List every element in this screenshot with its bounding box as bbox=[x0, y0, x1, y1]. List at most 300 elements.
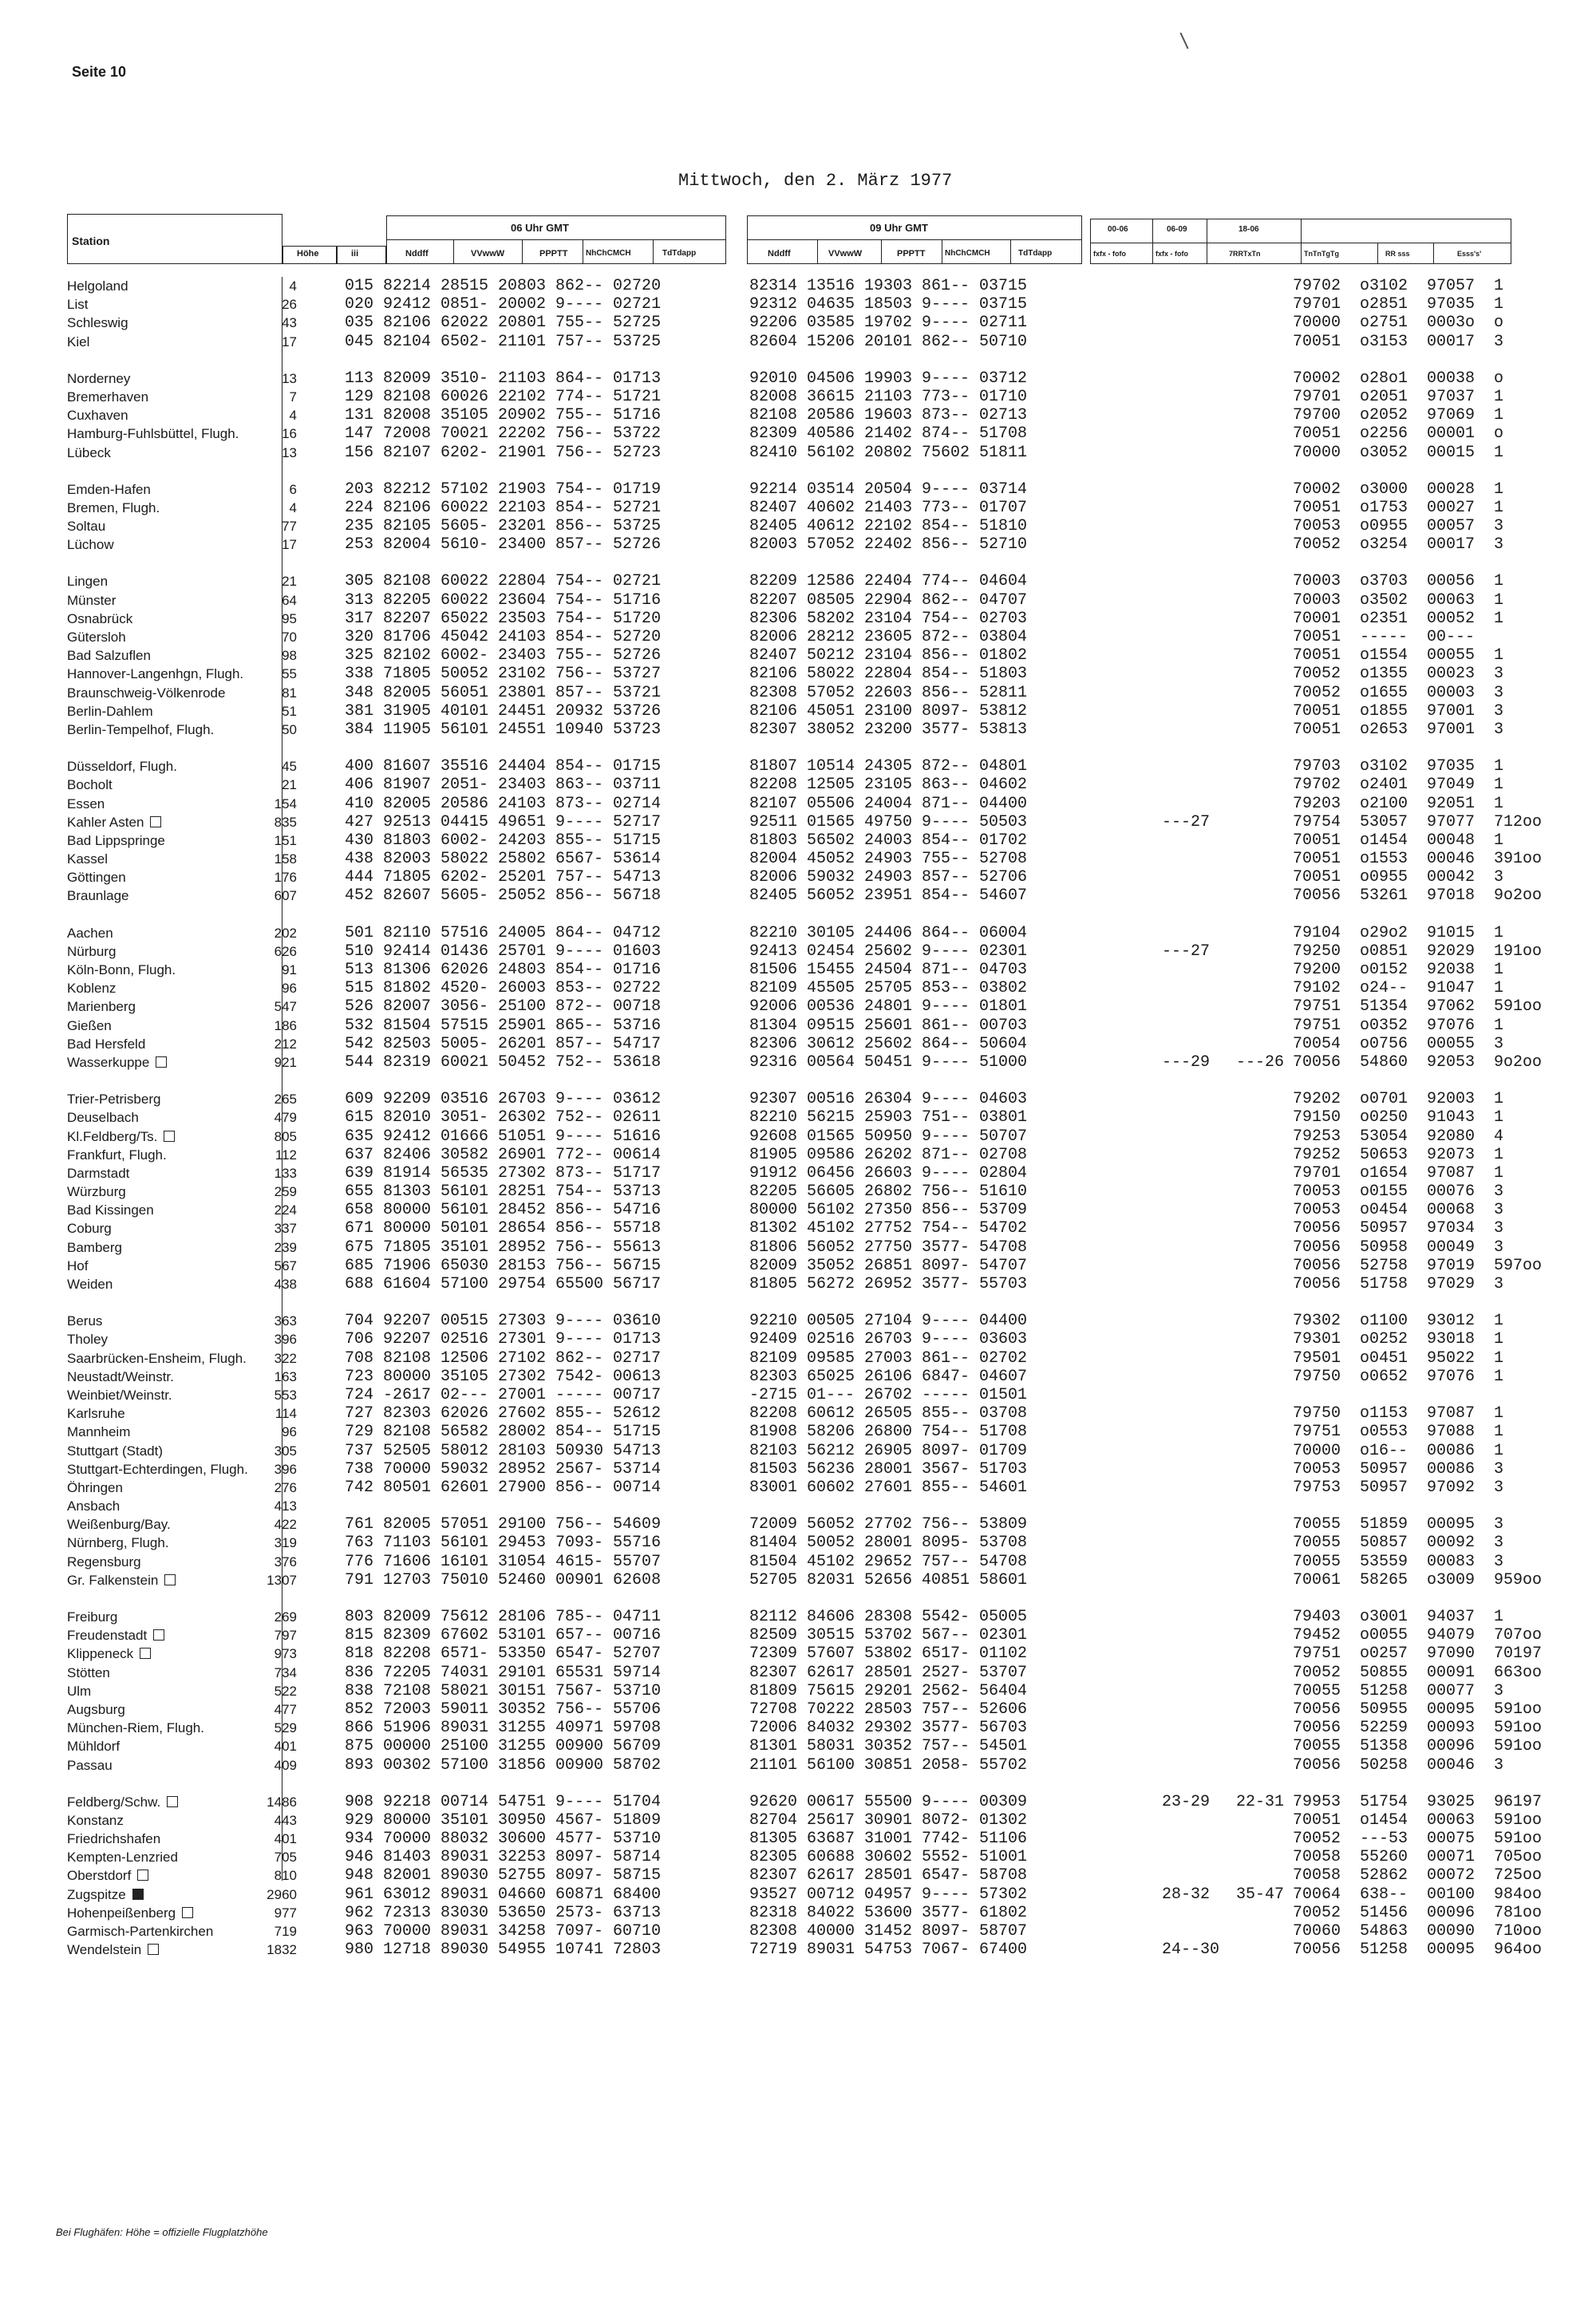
extras-cell: 79703 o3102 97035 1 bbox=[1293, 757, 1504, 776]
station-name: Tholey bbox=[67, 1332, 109, 1348]
station-cell bbox=[67, 1885, 144, 1904]
station-height: 239 bbox=[274, 1239, 297, 1255]
obs-06-cell: 113 82009 3510- 21103 864-- 01713 bbox=[345, 369, 662, 388]
extras-cell: 79104 o29o2 91015 1 bbox=[1293, 923, 1504, 942]
station-name: München-Riem, Flugh. bbox=[67, 1720, 204, 1736]
station-name: Feldberg/Schw. bbox=[67, 1794, 161, 1810]
station-name: Münster bbox=[67, 592, 117, 608]
extras-cell: 79754 53057 97077 712oo bbox=[1293, 812, 1543, 831]
extras-cell: 79452 o0055 94079 707oo bbox=[1293, 1626, 1543, 1645]
station-height: 921 bbox=[274, 1054, 297, 1070]
table-row bbox=[67, 1682, 1559, 1700]
station-name: Augsburg bbox=[67, 1701, 125, 1717]
table-row bbox=[67, 1053, 1559, 1072]
obs-09-cell: 81504 45102 29652 757-- 54708 bbox=[749, 1552, 1028, 1571]
station-cell bbox=[67, 1183, 126, 1201]
extras-cell: 70055 53559 00083 3 bbox=[1293, 1552, 1504, 1571]
station-cell bbox=[67, 1349, 247, 1368]
obs-06-cell: 688 61604 57100 29754 65500 56717 bbox=[345, 1275, 662, 1293]
station-cell bbox=[67, 1219, 112, 1238]
station-name: Trier-Petrisberg bbox=[67, 1092, 161, 1108]
station-name: Freiburg bbox=[67, 1609, 118, 1625]
obs-06-cell: 348 82005 56051 23801 857-- 53721 bbox=[345, 683, 662, 702]
obs-09-cell: 82109 09585 27003 861-- 02702 bbox=[749, 1348, 1028, 1368]
station-name: Braunlage bbox=[67, 888, 129, 904]
station-height: 396 bbox=[274, 1332, 297, 1348]
station-name: Soltau bbox=[67, 519, 106, 535]
obs-09-cell: 82405 56052 23951 854-- 54607 bbox=[749, 886, 1028, 906]
station-height: 443 bbox=[274, 1812, 297, 1828]
station-cell bbox=[67, 1515, 171, 1534]
station-cell bbox=[67, 1922, 213, 1941]
station-height: 734 bbox=[274, 1664, 297, 1680]
table-row bbox=[67, 850, 1559, 868]
obs-06-cell: 980 12718 89030 54955 10741 72803 bbox=[345, 1941, 662, 1960]
station-cell bbox=[67, 1442, 163, 1460]
c06-vvwww: VVwwW bbox=[471, 249, 505, 259]
obs-06-cell: 929 80000 35101 30950 4567- 51809 bbox=[345, 1810, 662, 1830]
station-height: 4 bbox=[289, 499, 297, 515]
station-name: Coburg bbox=[67, 1221, 112, 1237]
table-row bbox=[67, 1515, 1559, 1534]
extras-cell: 70002 o3000 00028 1 bbox=[1293, 480, 1504, 499]
station-cell bbox=[67, 1866, 148, 1885]
extras-cell: 70052 ---53 00075 591oo bbox=[1293, 1830, 1543, 1849]
table-row bbox=[67, 1848, 1559, 1866]
table-row bbox=[67, 424, 1559, 443]
obs-09-cell: 81908 58206 26800 754-- 51708 bbox=[749, 1423, 1028, 1442]
divider bbox=[1433, 243, 1434, 264]
table-row bbox=[67, 1645, 1559, 1663]
extras-cell: 79750 o0652 97076 1 bbox=[1293, 1367, 1504, 1386]
station-height: 50 bbox=[282, 721, 297, 737]
table-row bbox=[67, 1700, 1559, 1719]
station-height: 626 bbox=[274, 943, 297, 959]
obs-09-cell: 81905 09586 26202 871-- 02708 bbox=[749, 1145, 1028, 1164]
table-row bbox=[67, 721, 1559, 739]
obs-06-cell: 791 12703 75010 52460 00901 62608 bbox=[345, 1570, 662, 1589]
station-cell bbox=[67, 314, 128, 332]
c06-ppptt: PPPTT bbox=[539, 249, 568, 259]
extras-cell: 79701 o2851 97035 1 bbox=[1293, 295, 1504, 314]
obs-09-cell: 72309 57607 53802 6517- 01102 bbox=[749, 1645, 1028, 1664]
station-name: Göttingen bbox=[67, 870, 126, 886]
extras-cell: 70053 o0454 00068 3 bbox=[1293, 1201, 1504, 1220]
extras-cell: 70051 o1553 00046 391oo bbox=[1293, 850, 1543, 869]
extras-cell: 79252 50653 92073 1 bbox=[1293, 1145, 1504, 1164]
obs-06-cell: 706 92207 02516 27301 9---- 01713 bbox=[345, 1330, 662, 1349]
station-name: Konstanz bbox=[67, 1812, 124, 1828]
table-row bbox=[67, 961, 1559, 979]
table-row bbox=[67, 406, 1559, 424]
divider bbox=[1152, 219, 1153, 264]
station-height: 835 bbox=[274, 814, 297, 830]
station-name: Norderney bbox=[67, 370, 131, 386]
station-cell bbox=[67, 1108, 139, 1127]
obs-06-cell: 948 82001 89030 52755 8097- 58715 bbox=[345, 1866, 662, 1885]
obs-06-cell: 761 82005 57051 29100 756-- 54609 bbox=[345, 1515, 662, 1534]
station-height: 422 bbox=[274, 1517, 297, 1533]
station-height: 158 bbox=[274, 851, 297, 867]
table-row bbox=[67, 1830, 1559, 1848]
station-cell bbox=[67, 1830, 160, 1848]
obs-09-cell: 82209 12586 22404 774-- 04604 bbox=[749, 572, 1028, 591]
table-row bbox=[67, 1183, 1559, 1201]
table-row bbox=[67, 1719, 1559, 1737]
station-cell bbox=[67, 424, 239, 443]
station-name: Kahler Asten bbox=[67, 814, 144, 830]
station-cell bbox=[67, 868, 126, 886]
extras-cell: 70054 o0756 00055 3 bbox=[1293, 1034, 1504, 1053]
table-row bbox=[67, 517, 1559, 535]
station-cell bbox=[67, 665, 243, 683]
obs-09-cell: 93527 00712 04957 9---- 57302 bbox=[749, 1885, 1028, 1904]
station-cell bbox=[67, 499, 160, 517]
station-name: Berlin-Dahlem bbox=[67, 703, 153, 719]
station-name: Regensburg bbox=[67, 1554, 141, 1570]
obs-06-cell: 400 81607 35516 24404 854-- 01715 bbox=[345, 757, 662, 776]
table-row bbox=[67, 1238, 1559, 1257]
extras-cell: 70003 o3502 00063 1 bbox=[1293, 590, 1504, 610]
obs-06-cell: 430 81803 6002- 24203 855-- 51715 bbox=[345, 831, 662, 850]
extras-cell: 70056 52758 97019 597oo bbox=[1293, 1256, 1543, 1275]
station-name: Oberstdorf bbox=[67, 1868, 132, 1884]
obs-09-cell: 82006 28212 23605 872-- 03804 bbox=[749, 628, 1028, 646]
obs-09-cell: 82318 84022 53600 3577- 61802 bbox=[749, 1903, 1028, 1922]
empty-square-icon bbox=[167, 1796, 178, 1807]
iii-header-box bbox=[337, 246, 386, 264]
station-table bbox=[67, 277, 1559, 1977]
station-name: Cuxhaven bbox=[67, 408, 128, 424]
station-name: Osnabrück bbox=[67, 610, 133, 626]
station-height: 797 bbox=[274, 1628, 297, 1644]
table-row bbox=[67, 1312, 1559, 1330]
station-height: 607 bbox=[274, 888, 297, 904]
gust-0006-cell: ---29 bbox=[1162, 1052, 1211, 1072]
extras-cell: 70056 51758 97029 3 bbox=[1293, 1275, 1504, 1293]
station-height: 202 bbox=[274, 925, 297, 941]
extras-cell: 70051 o0955 00042 3 bbox=[1293, 868, 1504, 887]
obs-06-cell: 961 63012 89031 04660 60871 68400 bbox=[345, 1885, 662, 1904]
obs-09-cell: 92608 01565 50950 9---- 50707 bbox=[749, 1127, 1028, 1146]
station-name: Mühldorf bbox=[67, 1739, 120, 1755]
obs-09-cell: 82205 56605 26802 756-- 51610 bbox=[749, 1183, 1028, 1202]
station-cell bbox=[67, 1035, 145, 1053]
station-group bbox=[67, 277, 1559, 351]
obs-06-cell: 253 82004 5610- 23400 857-- 52726 bbox=[345, 535, 662, 555]
station-height: 96 bbox=[282, 981, 297, 997]
station-group bbox=[67, 1312, 1559, 1589]
obs-09-cell: -2715 01--- 26702 ----- 01501 bbox=[749, 1385, 1028, 1404]
station-height: 376 bbox=[274, 1554, 297, 1570]
station-name: Freudenstadt bbox=[67, 1628, 148, 1644]
obs-09-cell: 72009 56052 27702 756-- 53809 bbox=[749, 1515, 1028, 1534]
station-height: 43 bbox=[282, 315, 297, 331]
station-height: 337 bbox=[274, 1221, 297, 1237]
obs-09-cell: 92316 00564 50451 9---- 51000 bbox=[749, 1052, 1028, 1072]
station-height: 114 bbox=[275, 1406, 297, 1422]
obs-06-cell: 609 92209 03516 26703 9---- 03612 bbox=[345, 1090, 662, 1109]
station-height: 4 bbox=[289, 408, 297, 424]
group06-header: 06 Uhr GMT bbox=[511, 222, 569, 234]
extras-cell: 70051 o1753 00027 1 bbox=[1293, 498, 1504, 517]
station-cell bbox=[67, 979, 116, 997]
obs-06-cell: 946 81403 89031 32253 8097- 58714 bbox=[345, 1848, 662, 1867]
obs-09-cell: 92511 01565 49750 9---- 50503 bbox=[749, 812, 1028, 831]
extras-cell: 70001 o2351 00052 1 bbox=[1293, 609, 1504, 628]
station-cell bbox=[67, 1053, 167, 1072]
obs-06-cell: 313 82205 60022 23604 754-- 51716 bbox=[345, 590, 662, 610]
table-row bbox=[67, 1497, 1559, 1515]
station-cell bbox=[67, 1645, 151, 1663]
station-name: Weiden bbox=[67, 1277, 113, 1292]
extras-cell: 70051 o1454 00063 591oo bbox=[1293, 1810, 1543, 1830]
x-sub-5: Esss's' bbox=[1457, 250, 1482, 258]
station-cell bbox=[67, 1553, 141, 1571]
obs-09-cell: 92312 04635 18503 9---- 03715 bbox=[749, 295, 1028, 314]
gust-0609-cell: ---26 bbox=[1236, 1052, 1285, 1072]
station-height: 409 bbox=[274, 1757, 297, 1773]
obs-06-cell: 635 92412 01666 51051 9---- 51616 bbox=[345, 1127, 662, 1146]
station-name: Lübeck bbox=[67, 444, 111, 460]
station-name: Garmisch-Partenkirchen bbox=[67, 1924, 214, 1939]
station-name: Braunschweig-Völkenrode bbox=[67, 685, 226, 701]
divider bbox=[1377, 243, 1378, 264]
obs-06-cell: 320 81706 45042 24103 854-- 52720 bbox=[345, 628, 662, 646]
obs-06-cell: 727 82303 62026 27602 855-- 52612 bbox=[345, 1404, 662, 1423]
station-name: Nürnberg, Flugh. bbox=[67, 1535, 169, 1551]
extras-cell: 70051 o1554 00055 1 bbox=[1293, 646, 1504, 665]
station-header: Station bbox=[72, 235, 110, 247]
table-row bbox=[67, 1386, 1559, 1404]
station-cell bbox=[67, 646, 151, 665]
station-cell bbox=[67, 1404, 125, 1423]
table-row bbox=[67, 1793, 1559, 1811]
obs-09-cell: 82308 40000 31452 8097- 58707 bbox=[749, 1922, 1028, 1941]
table-row bbox=[67, 646, 1559, 665]
obs-09-cell: 82009 35052 26851 8097- 54707 bbox=[749, 1256, 1028, 1275]
extras-cell: 79953 51754 93025 96197 bbox=[1293, 1792, 1543, 1811]
station-cell bbox=[67, 572, 108, 590]
obs-09-cell: 82106 45051 23100 8097- 53812 bbox=[749, 701, 1028, 721]
table-row bbox=[67, 1571, 1559, 1589]
obs-09-cell: 82509 30515 53702 567-- 02301 bbox=[749, 1626, 1028, 1645]
obs-06-cell: 737 52505 58012 28103 50930 54713 bbox=[345, 1441, 662, 1460]
station-name: Neustadt/Weinstr. bbox=[67, 1368, 174, 1384]
gust-0006-cell: 24--30 bbox=[1162, 1941, 1220, 1960]
station-name: Koblenz bbox=[67, 981, 117, 997]
extras-cell: 70051 o3153 00017 3 bbox=[1293, 332, 1504, 351]
station-cell bbox=[67, 1423, 130, 1441]
station-name: Hannover-Langenhgn, Flugh. bbox=[67, 666, 244, 682]
station-height: 6 bbox=[289, 481, 297, 497]
obs-06-cell: 156 82107 6202- 21901 756-- 52723 bbox=[345, 443, 662, 462]
station-name: Nürburg bbox=[67, 943, 117, 959]
station-cell bbox=[67, 535, 114, 554]
empty-square-icon bbox=[164, 1574, 176, 1585]
table-row bbox=[67, 1368, 1559, 1386]
table-row bbox=[67, 886, 1559, 905]
station-name: Ulm bbox=[67, 1683, 92, 1699]
station-name: Wasserkuppe bbox=[67, 1054, 150, 1070]
extras-cell: 79751 o0257 97090 70197 bbox=[1293, 1645, 1543, 1664]
station-name: Passau bbox=[67, 1757, 113, 1773]
obs-09-cell: 82407 40602 21403 773-- 01707 bbox=[749, 498, 1028, 517]
obs-09-cell: 92307 00516 26304 9---- 04603 bbox=[749, 1090, 1028, 1109]
scan-mark bbox=[1179, 33, 1188, 49]
extras-cell: 70003 o3703 00056 1 bbox=[1293, 572, 1504, 591]
obs-09-cell: 52705 82031 52656 40851 58601 bbox=[749, 1570, 1028, 1589]
divider bbox=[881, 239, 882, 264]
station-height: 1486 bbox=[267, 1794, 297, 1810]
table-row bbox=[67, 1866, 1559, 1885]
station-cell bbox=[67, 1848, 178, 1866]
station-cell bbox=[67, 795, 105, 813]
station-cell bbox=[67, 1146, 167, 1164]
station-name: Berlin-Tempelhof, Flugh. bbox=[67, 721, 215, 737]
iii-header: iii bbox=[351, 249, 359, 259]
obs-06-cell: 875 00000 25100 31255 00900 56709 bbox=[345, 1737, 662, 1756]
station-height: 305 bbox=[274, 1443, 297, 1459]
obs-06-cell: 852 72003 59011 30352 756-- 55706 bbox=[345, 1700, 662, 1719]
station-group bbox=[67, 924, 1559, 1072]
station-height: 81 bbox=[282, 685, 297, 701]
station-height: 186 bbox=[274, 1017, 297, 1033]
station-group bbox=[67, 757, 1559, 906]
station-height: 151 bbox=[274, 832, 297, 848]
station-cell bbox=[67, 1460, 248, 1479]
obs-09-cell: 92210 00505 27104 9---- 04400 bbox=[749, 1312, 1028, 1331]
station-name: Berus bbox=[67, 1313, 103, 1329]
obs-06-cell: 818 82208 6571- 53350 6547- 52707 bbox=[345, 1645, 662, 1664]
empty-square-icon bbox=[148, 1944, 159, 1955]
station-height: 547 bbox=[274, 999, 297, 1015]
table-row bbox=[67, 1442, 1559, 1460]
empty-square-icon bbox=[140, 1648, 151, 1659]
station-cell bbox=[67, 813, 161, 831]
obs-06-cell: 532 81504 57515 25901 865-- 53716 bbox=[345, 1016, 662, 1035]
table-row bbox=[67, 776, 1559, 794]
station-name: Hohenpeißenberg bbox=[67, 1905, 176, 1921]
obs-06-cell: 708 82108 12506 27102 862-- 02717 bbox=[345, 1348, 662, 1368]
obs-09-cell: 82308 57052 22603 856-- 52811 bbox=[749, 683, 1028, 702]
extras-cell: 70052 o3254 00017 3 bbox=[1293, 535, 1504, 555]
obs-09-cell: 81805 56272 26952 3577- 55703 bbox=[749, 1275, 1028, 1293]
extras-cell: 70056 50958 00049 3 bbox=[1293, 1238, 1504, 1257]
station-cell bbox=[67, 886, 129, 905]
empty-square-icon bbox=[153, 1629, 164, 1641]
c09-nhch: NhChCMCH bbox=[945, 249, 990, 258]
table-row bbox=[67, 1626, 1559, 1645]
station-height: 98 bbox=[282, 648, 297, 664]
c09-vvwww: VVwwW bbox=[828, 249, 863, 259]
station-height: 265 bbox=[274, 1092, 297, 1108]
station-cell bbox=[67, 850, 108, 868]
station-name: Lüchow bbox=[67, 537, 114, 553]
station-name: Zugspitze bbox=[67, 1886, 126, 1902]
obs-09-cell: 92006 00536 24801 9---- 01801 bbox=[749, 997, 1028, 1017]
station-cell bbox=[67, 591, 116, 610]
table-row bbox=[67, 813, 1559, 831]
station-height: 17 bbox=[282, 334, 297, 349]
obs-09-cell: 81304 09515 25601 861-- 00703 bbox=[749, 1016, 1028, 1035]
station-group bbox=[67, 1793, 1559, 1960]
extras-cell: 79751 o0352 97076 1 bbox=[1293, 1016, 1504, 1035]
extras-cell: 79701 o1654 97087 1 bbox=[1293, 1163, 1504, 1183]
station-height: 529 bbox=[274, 1720, 297, 1736]
obs-09-cell: 82307 38052 23200 3577- 53813 bbox=[749, 720, 1028, 739]
station-cell bbox=[67, 1164, 129, 1183]
extras-cell: 70052 50855 00091 663oo bbox=[1293, 1663, 1543, 1682]
table-row bbox=[67, 1423, 1559, 1441]
station-height: 810 bbox=[274, 1868, 297, 1884]
station-name: Stötten bbox=[67, 1664, 110, 1680]
extras-cell: 70055 51258 00077 3 bbox=[1293, 1681, 1504, 1700]
station-cell bbox=[67, 1571, 176, 1589]
station-height: 212 bbox=[274, 1036, 297, 1052]
station-height: 7 bbox=[289, 389, 297, 405]
table-row bbox=[67, 1756, 1559, 1775]
extras-cell: 79250 o0851 92029 191oo bbox=[1293, 942, 1543, 961]
station-height: 64 bbox=[282, 592, 297, 608]
station-cell bbox=[67, 333, 89, 351]
obs-06-cell: 444 71805 6202- 25201 757-- 54713 bbox=[345, 868, 662, 887]
station-name: Kl.Feldberg/Ts. bbox=[67, 1128, 158, 1144]
table-row bbox=[67, 333, 1559, 351]
station-height: 45 bbox=[282, 759, 297, 775]
obs-06-cell: 305 82108 60022 22804 754-- 02721 bbox=[345, 572, 662, 591]
station-height: 401 bbox=[274, 1739, 297, 1755]
table-row bbox=[67, 1201, 1559, 1219]
station-cell bbox=[67, 1793, 178, 1811]
station-height: 163 bbox=[274, 1368, 297, 1384]
station-name: Weißenburg/Bay. bbox=[67, 1517, 171, 1533]
obs-06-cell: 658 80000 56101 28452 856-- 54716 bbox=[345, 1201, 662, 1220]
station-height: 413 bbox=[274, 1498, 297, 1514]
obs-06-cell: 908 92218 00714 54751 9---- 51704 bbox=[345, 1792, 662, 1811]
station-height: 176 bbox=[274, 870, 297, 886]
obs-09-cell: 81301 58031 30352 757-- 54501 bbox=[749, 1737, 1028, 1756]
table-row bbox=[67, 1922, 1559, 1941]
station-height: 276 bbox=[274, 1479, 297, 1495]
obs-06-cell: 515 81802 4520- 26003 853-- 02722 bbox=[345, 979, 662, 998]
station-cell bbox=[67, 1737, 120, 1755]
obs-06-cell: 675 71805 35101 28952 756-- 55613 bbox=[345, 1238, 662, 1257]
station-cell bbox=[67, 1127, 175, 1146]
group06-divider bbox=[386, 239, 726, 240]
x-sub-0: fxfx - fofo bbox=[1093, 250, 1126, 258]
extras-cell: 70053 o0155 00076 3 bbox=[1293, 1183, 1504, 1202]
station-name: Bremen, Flugh. bbox=[67, 499, 160, 515]
extras-cell: 79753 50957 97092 3 bbox=[1293, 1478, 1504, 1497]
gust-0006-cell: ---27 bbox=[1162, 942, 1211, 961]
extras-cell: 70056 54860 92053 9o2oo bbox=[1293, 1052, 1543, 1072]
station-name: Öhringen bbox=[67, 1479, 123, 1495]
table-row bbox=[67, 997, 1559, 1016]
extras-cell: 79202 o0701 92003 1 bbox=[1293, 1090, 1504, 1109]
divider bbox=[453, 239, 454, 264]
obs-06-cell: 815 82309 67602 53101 657-- 00716 bbox=[345, 1626, 662, 1645]
station-name: Gütersloh bbox=[67, 630, 126, 645]
station-height: 21 bbox=[282, 574, 297, 590]
obs-09-cell: 81503 56236 28001 3567- 51703 bbox=[749, 1459, 1028, 1479]
x-head-0609: 06-09 bbox=[1167, 225, 1187, 234]
empty-square-icon bbox=[137, 1870, 148, 1881]
x-sub-3: TnTnTgTg bbox=[1304, 250, 1339, 258]
table-row bbox=[67, 831, 1559, 850]
station-cell bbox=[67, 997, 136, 1016]
extras-cell: 79403 o3001 94037 1 bbox=[1293, 1608, 1504, 1626]
